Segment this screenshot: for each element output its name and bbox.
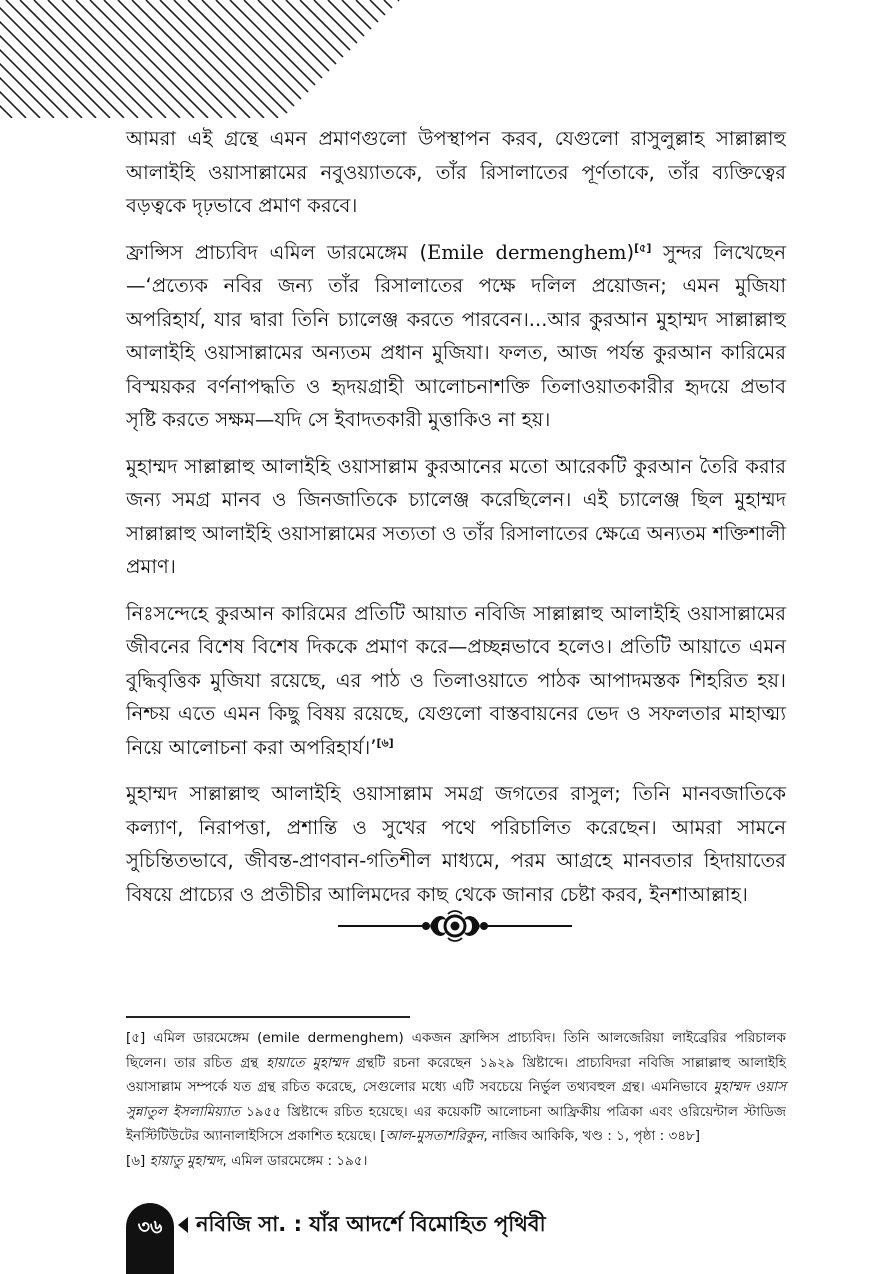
book-title-hayate-muhammad: হায়াতে মুহাম্মদ	[266, 1054, 349, 1071]
footnote-5-text-d: , নাজিব আকিকি, খণ্ড : ১, পৃষ্ঠা : ৩৪৮]	[483, 1128, 701, 1144]
footnote-ref-5[interactable]: [৫]	[634, 241, 652, 254]
hatch-line	[0, 0, 96, 118]
book-title-muhammad-was-sunnatul: মুহাম্মদ ওয়াস সুন্নাতুল ইসলামিয়্যাত	[126, 1079, 786, 1120]
running-title: নবিজি সা. : যাঁর আদর্শে বিমোহিত পৃথিবী	[196, 1212, 546, 1236]
paragraph-2-part-2: )	[626, 240, 635, 264]
paragraph-4	[126, 597, 786, 765]
hatch-edge-mask	[282, 0, 400, 118]
paragraph-4-text: নিঃসন্দেহে কুরআন কারিমের প্রতিটি আয়াত নবিজি সাল্লাল্লাহু আলাইহি ওয়াসাল্লামের জীবনের বিশেষ বিশেষ দিককে প্রমাণ করে—প্রচ্ছন্নভাবে হলেও। প্রতিটি আয়াতে এমন বুদ্ধিবৃত্তিক মুজিযা রয়েছে, এর পাঠ ও তিলাওয়াতে পাঠক আপাদমস্তক শিহরিত হয়। নিশ্চয় এতে এমন কিছু বিষয় রয়েছে, যেগুলো বাস্তবায়নের ভেদ ও সফলতার মাহাত্ম্য নিয়ে আলোচনা করা অপরিহার্য।’	[126, 601, 786, 759]
page-number-badge	[126, 1203, 174, 1274]
corner-hatch-pattern	[0, 0, 400, 118]
page-footer	[126, 1203, 786, 1274]
footnote-rule	[126, 1016, 410, 1018]
footnote-6	[126, 1149, 786, 1174]
paragraph-1: আমরা এই গ্রন্থে এমন প্রমাণগুলো উপস্থাপন করব, যেগুলো রাসুলুল্লাহ সাল্লাল্লাহু আলাইহি ওয়াসাল্লামের নবুওয়্যাতকে, তাঁর রিসালাতের পূর্ণতাকে, তাঁর ব্যক্তিত্বের বড়ত্বকে দৃঢ়ভাবে প্রমাণ করবে।	[126, 127, 786, 217]
paragraph-3: মুহাম্মদ সাল্লাল্লাহু আলাইহি ওয়াসাল্লাম কুরআনের মতো আরেকটি কুরআন তৈরি করার জন্য সমগ্র মানব ও জিনজাতিকে চ্যালেঞ্জ করেছিলেন। এই চ্যালেঞ্জ ছিল মুহাম্মদ সাল্লাল্লাহু আলাইহি ওয়াসাল্লামের সত্যতা ও তাঁর রিসালাতের ক্ষেত্রে অন্যতম শক্তিশালী প্রমাণ।	[126, 454, 786, 578]
footnote-5-text-a: [৫] এমিল ডারমেঙ্গেম (emile dermenghem) একজন ফ্রান্সিস প্রাচ্যবিদ। তিনি আলজেরিয়া লাইব্রেরির পরিচালক ছিলেন। তার রচিত গ্রন্থ	[126, 1030, 786, 1071]
author-name-latin: Emile dermenghem	[427, 240, 627, 264]
book-title-al-mustashrikun: আল-মুসতাশরিকুন	[385, 1128, 484, 1144]
main-text	[126, 122, 786, 924]
hatch-line	[0, 0, 40, 118]
floral-divider-icon	[330, 906, 580, 946]
footnote-5-text-b: গ্রন্থটি রচনা করেছেন ১৯২৯ খ্রিষ্টাব্দে। প্রাচ্যবিদরা নবিজি সাল্লাল্লাহু আলাইহি ওয়াসাল্লাম সম্পর্কে যত গ্রন্থ রচিত করেছে, সেগুলোর মধ্যে এটি সবচেয়ে নির্ভুল তথ্যবহুল গ্রন্থ। এমনিভাবে	[126, 1054, 787, 1095]
footnote-5	[126, 1026, 786, 1149]
footnote-5-text-c: ১৯৫৫ খ্রিষ্টাব্দে রচিত হয়েছে। এর কয়েকটি আলোচনা আফ্রিকীয় পত্রিকা এবং ওরিয়েন্টাল স্টাডিজ ইনস্টিটিউটের অ্যানালাইসিসে প্রকাশিত হয়েছে। [	[126, 1103, 786, 1144]
paragraph-2-part-3: সুন্দর লিখেছেন—‘প্রত্যেক নবির জন্য তাঁর রিসালাতের পক্ষে দলিল প্রয়োজন; এমন মুজিযা অপরিহার্য, যার দ্বারা তিনি চ্যালেঞ্জ করতে পারবেন।...আর কুরআন মুহাম্মদ সাল্লাল্লাহু আলাইহি ওয়াসাল্লামের অন্যতম প্রধান মুজিযা। ফলত, আজ পর্যন্ত কুরআন কারিমের বিস্ময়কর বর্ণনাপদ্ধতি ও হৃদয়গ্রাহী আলোচনাশক্তি তিলাওয়াতকারীর হৃদয়ে প্রভাব সৃষ্টি করতে সক্ষম—যদি সে ইবাদতকারী মুত্তাকিও না হয়।	[126, 240, 786, 431]
paragraph-2-part-1: ফ্রান্সিস প্রাচ্যবিদ এমিল ডারমেঙ্গেম (	[126, 240, 428, 264]
paragraph-2	[126, 236, 786, 437]
footnote-6-text-b: , এমিল ডারমেঙ্গেম : ১৯৫।	[222, 1152, 368, 1169]
footnotes	[126, 1026, 786, 1173]
page-number: ৩৬	[137, 1216, 163, 1238]
paragraph-5: মুহাম্মদ সাল্লাল্লাহু আলাইহি ওয়াসাল্লাম সমগ্র জগতের রাসুল; তিনি মানবজাতিকে কল্যাণ, নিরাপত্তা, প্রশান্তি ও সুখের পথে পরিচালিত করেছেন। আমরা সামনে সুচিন্তিতভাবে, জীবন্ত-প্রাণবান-গতিশীল মাধ্যমে, পরম আগ্রহে মানবতার হিদায়াতের বিষয়ে প্রাচ্যের ও প্রতীচীর আলিমদের কাছ থেকে জানার চেষ্টা করব, ইনশাআল্লাহ।	[126, 782, 786, 906]
footnote-ref-6[interactable]: [৬]	[376, 736, 394, 749]
book-title-hayatu-muhammad: হায়াতু মুহাম্মদ	[149, 1152, 223, 1169]
hatch-line	[0, 0, 82, 118]
footnote-6-text-a: [৬]	[126, 1152, 150, 1169]
triangle-left-icon	[178, 1217, 188, 1233]
